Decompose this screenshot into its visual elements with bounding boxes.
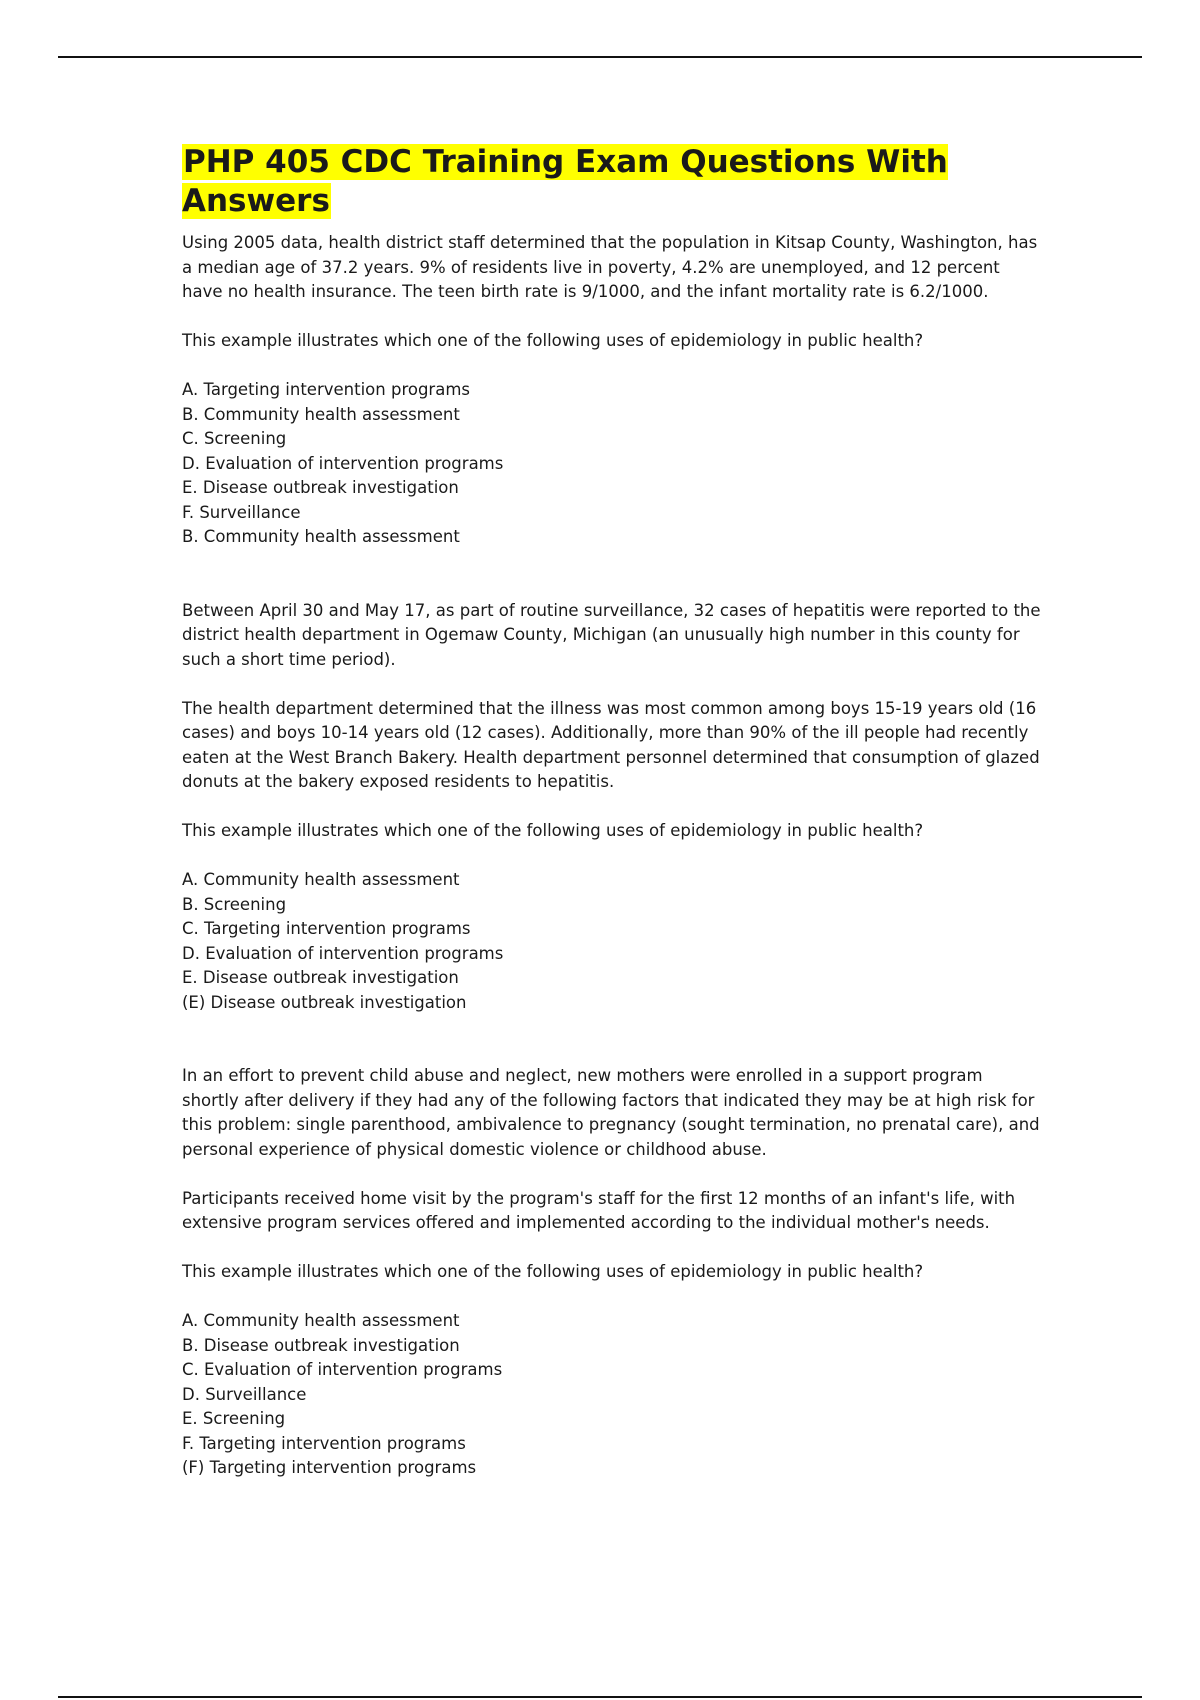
question-3-options [182,1309,1042,1481]
question-3-program: Participants received home visit by the program's staff for the first 12 months of an infant's life, with extensive program services offered and implemented according to the individual mother's needs. [182,1188,1016,1232]
header-rule [58,56,1142,58]
answer: (F) Targeting intervention programs [182,1458,477,1477]
question-1-prompt: This example illustrates which one of the following uses of epidemiology in public health? [182,331,924,350]
option: E. Disease outbreak investigation [182,968,459,987]
question-1-scenario: Using 2005 data, health district staff determined that the population in Kitsap County, Washington, has a median age of 37.2 years. 9% of residents live in poverty, 4.2% are unemployed, and 12 percent have no health insurance. The teen birth rate is 9/1000, and the infant mortality rate is 6.2/1000. [182,233,1038,301]
option: C. Evaluation of intervention programs [182,1360,503,1379]
answer: (E) Disease outbreak investigation [182,992,467,1012]
option: B. Community health assessment [182,404,460,424]
option: C. Targeting intervention programs [182,919,471,938]
option: D. Evaluation of intervention programs [182,453,504,473]
option: E. Disease outbreak investigation [182,478,459,497]
question-1 [182,231,1042,550]
question-2 [182,599,1042,1016]
option: F. Targeting intervention programs [182,1433,466,1453]
footer-rule [58,1696,1142,1698]
question-2-prompt: This example illustrates which one of the following uses of epidemiology in public health? [182,821,924,840]
question-3-prompt: This example illustrates which one of the following uses of epidemiology in public health? [182,1262,924,1281]
option: F. Surveillance [182,502,301,522]
option: A. Targeting intervention programs [182,380,470,399]
option: B. Disease outbreak investigation [182,1335,460,1355]
question-3 [182,1064,1042,1481]
option: A. Community health assessment [182,870,460,889]
question-2-findings: The health department determined that the illness was most common among boys 15-19 years old (16 cases) and boys 10-14 years old (12 cases). Additionally, more than 90% of the ill people had recently eaten at the West Branch Bakery. Health department personnel determined that consumption of glazed donuts at the bakery exposed residents to hepatitis. [182,698,1040,791]
document-title: PHP 405 CDC Training Exam Questions With Answers [182,144,948,219]
option: C. Screening [182,429,287,448]
option: E. Screening [182,1409,286,1428]
option: D. Surveillance [182,1384,307,1404]
option: B. Screening [182,894,287,914]
question-1-options [182,378,1042,550]
answer: B. Community health assessment [182,527,460,546]
question-2-scenario: Between April 30 and May 17, as part of routine surveillance, 32 cases of hepatitis were reported to the district health department in Ogemaw County, Michigan (an unusually high number in this county for such a short time period). [182,600,1041,669]
option: D. Evaluation of intervention programs [182,943,504,963]
question-2-options [182,868,1042,1015]
question-3-scenario: In an effort to prevent child abuse and neglect, new mothers were enrolled in a support program shortly after delivery if they had any of the following factors that indicated they may be at high risk for this problem: single parenthood, ambivalence to pregnancy (sought termination, no prenatal care), and personal experience of physical domestic violence or childhood abuse. [182,1066,1040,1159]
document-body [182,143,1042,1481]
option: A. Community health assessment [182,1311,460,1330]
